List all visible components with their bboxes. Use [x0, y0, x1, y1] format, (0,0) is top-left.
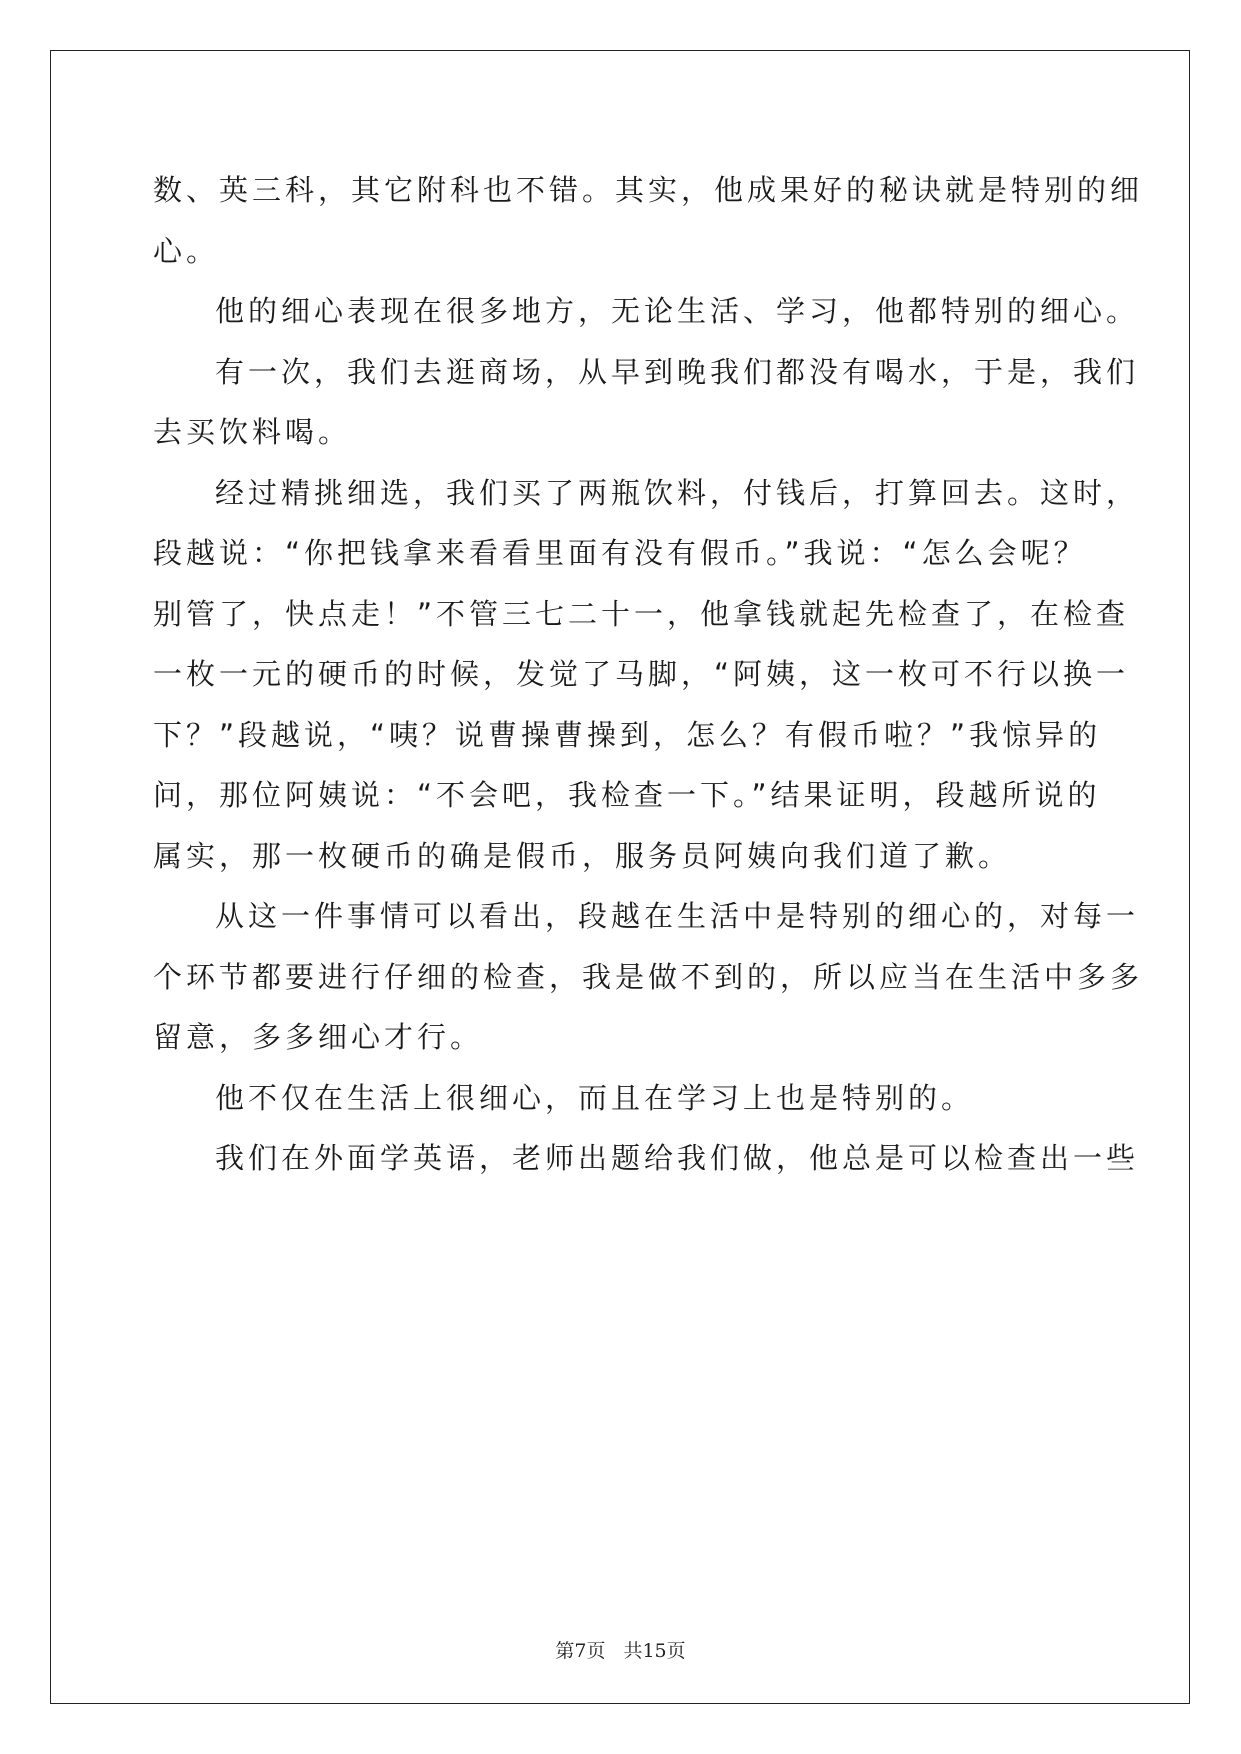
text-line: 下？”段越说，“咦？说曹操曹操到，怎么？有假币啦？”我惊异的 — [153, 717, 1102, 752]
text-line: 段越说：“你把钱拿来看看里面有没有假币。”我说：“怎么会呢？ — [153, 536, 1087, 570]
text-line: 我们在外面学英语，老师出题给我们做，他总是可以检查出一些 — [215, 1141, 1140, 1175]
text-line: 一枚一元的硬币的时候，发觉了马脚，“阿姨，这一枚可不行以换一 — [153, 657, 1130, 691]
text-line: 个环节都要进行仔细的检查，我是做不到的，所以应当在生活中多多 — [153, 959, 1144, 994]
document-body — [153, 160, 1144, 1189]
text-line: 他的细心表现在很多地方，无论生活、学习，他都特别的细心。 — [215, 294, 1140, 328]
page-total: 共15页 — [623, 1640, 686, 1662]
text-line: 有一次，我们去逛商场，从早到晚我们都没有喝水，于是，我们 — [215, 354, 1140, 389]
page-number: 第7页 — [555, 1640, 606, 1662]
text-line: 问，那位阿姨说：“不会吧，我检查一下。”结果证明，段越所说的 — [153, 778, 1101, 812]
text-line: 去买饮料喝。 — [153, 415, 352, 449]
text-line: 属实，那一枚硬币的确是假币，服务员阿姨向我们道了歉。 — [153, 838, 1012, 873]
text-line: 心。 — [153, 233, 220, 268]
text-line: 数、英三科，其它附科也不错。其实，他成果好的秘诀就是特别的细 — [153, 173, 1144, 207]
text-line: 他不仅在生活上很细心，而且在学习上也是特别的。 — [215, 1080, 975, 1115]
text-line: 留意，多多细心才行。 — [153, 1020, 484, 1054]
text-line: 别管了，快点走！”不管三七二十一，他拿钱就起先检查了，在检查 — [153, 596, 1130, 631]
text-line: 从这一件事情可以看出，段越在生活中是特别的细心的，对每一 — [215, 899, 1140, 933]
text-line: 经过精挑细选，我们买了两瓶饮料，付钱后，打算回去。这时， — [215, 475, 1140, 510]
page-footer — [0, 1636, 1241, 1663]
